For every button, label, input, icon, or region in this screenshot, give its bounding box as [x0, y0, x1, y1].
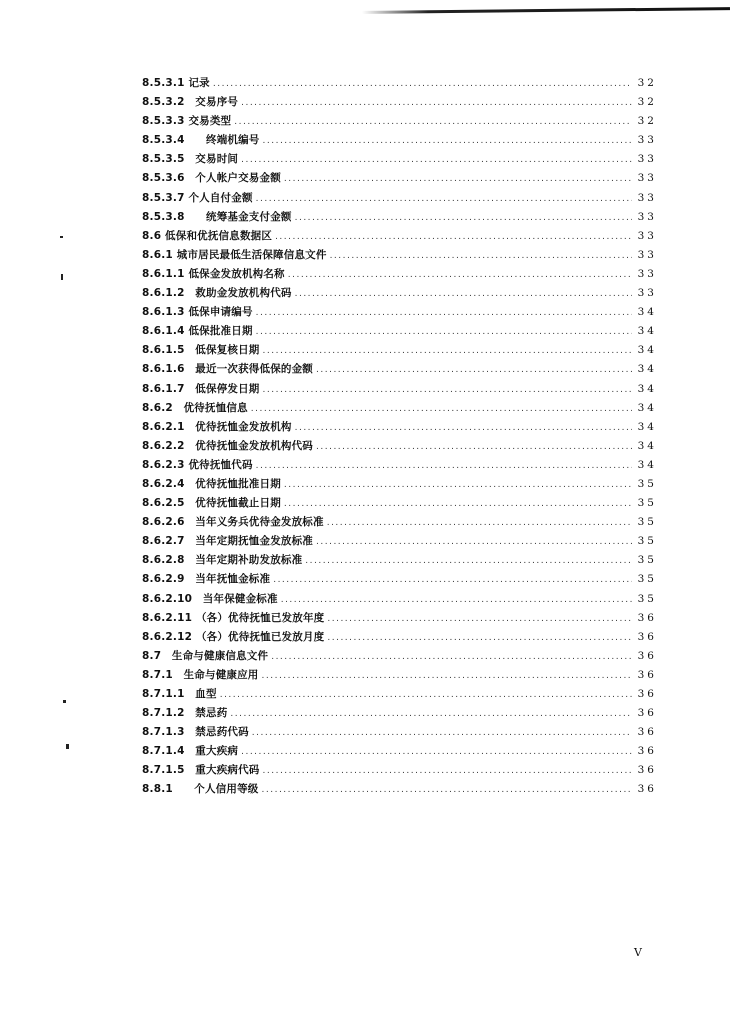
toc-entry-title: 8.6.2.12 （各）优待抚恤已发放月度 — [142, 630, 325, 643]
toc-entry[interactable] — [142, 494, 657, 513]
toc-entry-page: 35 — [637, 554, 657, 567]
toc-entry-page: 36 — [637, 707, 657, 720]
toc-leader-dots — [327, 629, 632, 648]
toc-entry[interactable] — [142, 628, 657, 647]
toc-entry[interactable] — [142, 399, 657, 418]
toc-entry-title: 8.6.2.3 优待抚恤代码 — [142, 458, 253, 471]
toc-entry-title: 8.6.2 优待抚恤信息 — [142, 401, 248, 414]
toc-entry-page: 33 — [637, 134, 657, 147]
toc-entry[interactable] — [142, 418, 657, 437]
toc-entry-title: 8.6.1.4 低保批准日期 — [142, 325, 253, 338]
toc-entry[interactable] — [142, 761, 657, 780]
toc-entry[interactable] — [142, 360, 657, 379]
toc-leader-dots — [263, 381, 633, 400]
scan-speck — [61, 274, 63, 280]
toc-entry[interactable] — [142, 74, 657, 93]
toc-leader-dots — [230, 705, 632, 724]
toc-entry-page: 34 — [637, 401, 657, 414]
toc-leader-dots — [256, 323, 632, 342]
toc-leader-dots — [241, 743, 632, 762]
toc-leader-dots — [263, 132, 633, 151]
toc-entry-title: 8.7.1.1 血型 — [142, 688, 217, 700]
toc-entry-title: 8.7.1.4 重大疾病 — [142, 745, 239, 758]
toc-leader-dots — [305, 552, 632, 571]
toc-entry-page: 36 — [637, 649, 657, 662]
toc-entry[interactable] — [142, 590, 657, 609]
toc-entry-title: 8.5.3.2 交易序号 — [142, 96, 239, 109]
toc-entry-title: 8.8.1 个人信用等级 — [142, 783, 259, 796]
toc-entry-page: 36 — [637, 745, 657, 758]
toc-leader-dots — [327, 610, 632, 629]
toc-leader-dots — [220, 686, 632, 705]
toc-entry-title: 8.6.2.4 优待抚恤批准日期 — [142, 477, 281, 490]
toc-entry-page: 34 — [637, 363, 657, 376]
toc-entry-page: 35 — [637, 535, 657, 548]
toc-entry-title: 8.7 生命与健康信息文件 — [142, 649, 269, 662]
toc-leader-dots — [262, 667, 633, 686]
toc-entry-page: 33 — [637, 229, 657, 242]
toc-entry-title: 8.6.1.3 低保申请编号 — [142, 306, 253, 319]
toc-entry[interactable] — [142, 341, 657, 360]
scan-speck — [66, 744, 69, 749]
toc-leader-dots — [284, 495, 632, 514]
toc-entry-title: 8.6.1.5 低保复核日期 — [142, 344, 260, 357]
toc-entry-page: 33 — [637, 287, 657, 300]
toc-leader-dots — [316, 438, 632, 457]
toc-entry-title: 8.6.2.8 当年定期补助发放标准 — [142, 554, 303, 567]
toc-leader-dots — [241, 151, 632, 170]
toc-entry[interactable] — [142, 380, 657, 399]
toc-entry-title: 8.6.2.5 优待抚恤截止日期 — [142, 497, 281, 510]
toc-leader-dots — [213, 75, 632, 94]
toc-entry-title: 8.6.2.7 当年定期抚恤金发放标准 — [142, 535, 313, 548]
toc-entry-title: 8.6 低保和优抚信息数据区 — [142, 229, 273, 242]
toc-entry[interactable] — [142, 227, 657, 246]
toc-entry[interactable] — [142, 532, 657, 551]
scan-speck — [63, 700, 66, 703]
toc-entry-title: 8.6.1.6 最近一次获得低保的金额 — [142, 363, 313, 376]
toc-entry-title: 8.7.1 生命与健康应用 — [142, 668, 259, 681]
toc-entry-page: 36 — [637, 611, 657, 624]
toc-entry[interactable] — [142, 780, 657, 799]
toc-entry[interactable] — [142, 609, 657, 628]
toc-entry-page: 36 — [637, 688, 657, 700]
toc-entry-title: 8.5.3.5 交易时间 — [142, 153, 239, 166]
toc-entry-title: 8.6.1.1 低保金发放机构名称 — [142, 267, 285, 280]
toc-entry[interactable] — [142, 189, 657, 208]
toc-entry-title: 8.6.2.2 优待抚恤金发放机构代码 — [142, 439, 313, 452]
toc-entry-page: 35 — [637, 497, 657, 510]
toc-entry-title: 8.7.1.5 重大疾病代码 — [142, 764, 260, 777]
toc-entry-page: 35 — [637, 516, 657, 529]
toc-leader-dots — [256, 304, 632, 323]
toc-leader-dots — [251, 400, 632, 419]
toc-entry-page: 33 — [637, 153, 657, 166]
toc-leader-dots — [295, 285, 632, 304]
toc-entry-page: 34 — [637, 420, 657, 433]
toc-entry-title: 8.6.1 城市居民最低生活保障信息文件 — [142, 248, 327, 261]
toc-entry-title: 8.7.1.2 禁忌药 — [142, 707, 228, 720]
toc-entry-title: 8.5.3.3 交易类型 — [142, 115, 232, 128]
toc-entry-page: 33 — [637, 248, 657, 261]
toc-leader-dots — [271, 648, 632, 667]
toc-entry-page: 33 — [637, 267, 657, 280]
toc-leader-dots — [252, 724, 632, 743]
toc-leader-dots — [273, 571, 632, 590]
toc-entry-page: 35 — [637, 592, 657, 605]
toc-entry-page: 36 — [637, 783, 657, 796]
toc-entry-page: 35 — [637, 477, 657, 490]
toc-entry[interactable] — [142, 513, 657, 532]
toc-leader-dots — [316, 533, 632, 552]
table-of-contents — [142, 74, 657, 800]
toc-entry[interactable] — [142, 570, 657, 589]
toc-entry-title: 8.5.3.4 终端机编号 — [142, 134, 260, 147]
toc-entry[interactable] — [142, 169, 657, 188]
toc-entry-page: 36 — [637, 630, 657, 643]
toc-entry-page: 33 — [637, 210, 657, 223]
toc-entry-title: 8.5.3.6 个人帐户交易金额 — [142, 172, 281, 185]
toc-entry-title: 8.6.1.2 救助金发放机构代码 — [142, 287, 292, 300]
toc-leader-dots — [288, 266, 632, 285]
toc-leader-dots — [263, 762, 633, 781]
toc-entry[interactable] — [142, 265, 657, 284]
toc-entry-title: 8.5.3.7 个人自付金额 — [142, 191, 253, 204]
toc-leader-dots — [281, 591, 632, 610]
toc-entry-page: 34 — [637, 382, 657, 395]
toc-entry-title: 8.6.1.7 低保停发日期 — [142, 382, 260, 395]
toc-leader-dots — [284, 170, 632, 189]
toc-entry[interactable] — [142, 456, 657, 475]
toc-entry[interactable] — [142, 150, 657, 169]
toc-entry-title: 8.6.2.1 优待抚恤金发放机构 — [142, 420, 292, 433]
toc-entry[interactable] — [142, 647, 657, 666]
toc-entry[interactable] — [142, 322, 657, 341]
toc-entry-page: 34 — [637, 344, 657, 357]
toc-entry[interactable] — [142, 666, 657, 685]
toc-entry-page: 32 — [637, 77, 657, 89]
toc-entry-page: 34 — [637, 439, 657, 452]
toc-entry-title: 8.6.2.6 当年义务兵优待金发放标准 — [142, 516, 324, 529]
toc-entry-page: 36 — [637, 726, 657, 739]
toc-entry-page: 33 — [637, 172, 657, 185]
toc-leader-dots — [316, 361, 632, 380]
toc-entry-page: 33 — [637, 191, 657, 204]
toc-entry[interactable] — [142, 284, 657, 303]
toc-entry[interactable] — [142, 93, 657, 112]
toc-entry-title: 8.5.3.8 统筹基金支付金额 — [142, 210, 292, 223]
toc-leader-dots — [327, 514, 632, 533]
toc-entry[interactable] — [142, 685, 657, 704]
toc-entry-page: 34 — [637, 458, 657, 471]
top-rule — [362, 7, 730, 14]
toc-entry[interactable] — [142, 208, 657, 227]
toc-entry[interactable] — [142, 303, 657, 322]
toc-entry-title: 8.6.2.11 （各）优待抚恤已发放年度 — [142, 611, 325, 624]
toc-leader-dots — [295, 209, 632, 228]
toc-leader-dots — [275, 228, 632, 247]
toc-entry[interactable] — [142, 112, 657, 131]
toc-entry-page: 32 — [637, 115, 657, 128]
toc-leader-dots — [256, 457, 632, 476]
toc-entry-title: 8.5.3.1 记录 — [142, 77, 210, 89]
toc-entry[interactable] — [142, 551, 657, 570]
toc-leader-dots — [263, 342, 633, 361]
toc-entry-title: 8.6.2.9 当年抚恤金标准 — [142, 573, 271, 586]
page-number: V — [634, 946, 642, 959]
toc-entry-title: 8.6.2.10 当年保健金标准 — [142, 592, 278, 605]
scan-speck — [60, 236, 63, 238]
toc-entry-page: 35 — [637, 573, 657, 586]
toc-entry[interactable] — [142, 246, 657, 265]
toc-leader-dots — [256, 190, 632, 209]
toc-leader-dots — [234, 113, 632, 132]
toc-entry-page: 32 — [637, 96, 657, 109]
toc-entry[interactable] — [142, 437, 657, 456]
toc-leader-dots — [241, 94, 632, 113]
toc-leader-dots — [284, 476, 632, 495]
toc-entry-page: 34 — [637, 325, 657, 338]
toc-leader-dots — [262, 781, 633, 800]
toc-entry[interactable] — [142, 131, 657, 150]
toc-entry-page: 36 — [637, 764, 657, 777]
toc-entry[interactable] — [142, 704, 657, 723]
toc-entry[interactable] — [142, 723, 657, 742]
toc-entry[interactable] — [142, 742, 657, 761]
toc-entry-title: 8.7.1.3 禁忌药代码 — [142, 726, 249, 739]
toc-entry-page: 34 — [637, 306, 657, 319]
toc-entry[interactable] — [142, 475, 657, 494]
toc-leader-dots — [330, 247, 632, 266]
toc-entry-page: 36 — [637, 668, 657, 681]
toc-leader-dots — [295, 419, 632, 438]
